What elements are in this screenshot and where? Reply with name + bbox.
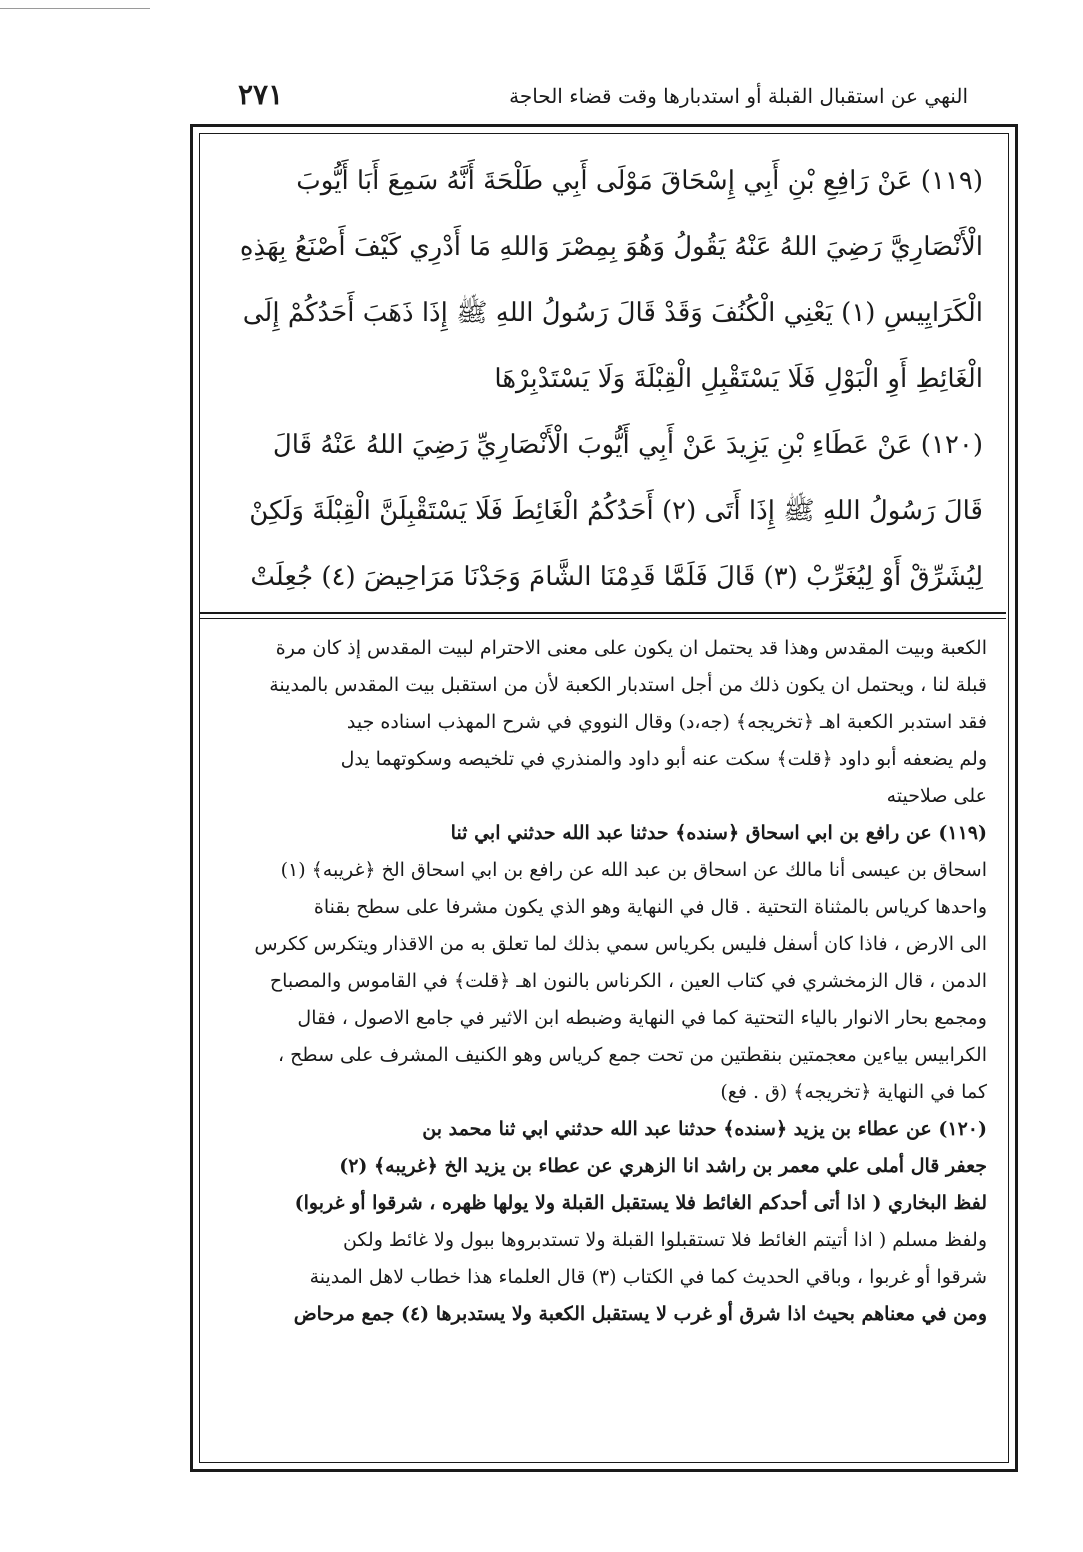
hadith-text: [208, 148, 983, 610]
commentary-line: ومن في معناهم بحيث اذا شرق أو غرب لا يستقبل الكعبة ولا يستدبرها (٤) جمع مرحاض: [293, 1303, 987, 1325]
commentary-line: واحدها كرياس بالمثناة التحتية . قال في النهاية وهو الذي يكون مشرفا على سطح بقناة: [313, 896, 987, 918]
commentary-line: ولفظ مسلم ( اذا أتيتم الغائط فلا تستقبلوا القبلة ولا تستدبروها ببول ولا غائط ولكن: [342, 1229, 987, 1251]
commentary-line: الكعبة وبيت المقدس وهذا قد يحتمل ان يكون على معنى الاحترام لبيت المقدس إذ كان مرة: [275, 637, 987, 659]
commentary-line: لفظ البخاري ( اذا أتى أحدكم الغائط فلا يستقبل القبلة ولا يولها ظهره ، شرقوا أو غربوا): [294, 1192, 987, 1214]
hadith-line: (١٢٠) عَنْ عَطَاءِ بْنِ يَزِيدَ عَنْ أَبِي أَيُّوبَ الْأَنْصَارِيِّ رَضِيَ اللهُ عَنْهُ قَالَ: [272, 430, 983, 460]
scan-mark: [0, 8, 150, 9]
page-header: [208, 78, 1008, 118]
hadith-line: لِيُشَرِّقْ أَوْ لِيُغَرِّبْ (٣) قَالَ فَلَمَّا قَدِمْنَا الشَّامَ وَجَدْنَا مَرَاحِيضَ (٤) جُعِلَتْ: [250, 562, 983, 592]
commentary-line: قبلة لنا ، ويحتمل ان يكون ذلك من أجل استدبار الكعبة لأن من استقبل بيت المقدس بالمدينة: [269, 674, 987, 696]
commentary-line: كما في النهاية ﴿تخريجه﴾ (ق . فع): [720, 1081, 987, 1103]
commentary-line: على صلاحيته: [886, 785, 987, 807]
hadith-line: قَالَ رَسُولُ اللهِ ﷺ إِذَا أَتَى (٢) أَحَدُكُمُ الْغَائِطَ فَلَا يَسْتَقْبِلَنَّ الْقِبْلَةَ وَلَكِنْ: [249, 496, 983, 526]
commentary-line: الدمن ، قال الزمخشري في كتاب العين ، الكرناس بالنون اهـ ﴿قلت﴾ في القاموس والمصباح: [269, 970, 987, 992]
hadith-line: الْأَنْصَارِيَّ رَضِيَ اللهُ عَنْهُ يَقُولُ وَهُوَ بِمِصْرَ وَاللهِ مَا أَدْرِي كَيْفَ أَصْنَعُ بِهَذِهِ: [239, 232, 983, 262]
commentary-text: [212, 630, 987, 1333]
running-title: النهي عن استقبال القبلة أو استدبارها وقت قضاء الحاجة: [509, 84, 968, 108]
commentary-line: ولم يضعفه أبو داود ﴿قلت﴾ سكت عنه أبو داود والمنذري في تلخيصه وسكوتهما يدل: [340, 748, 987, 770]
section-divider: [200, 612, 1006, 619]
commentary-line: الكرابيس بياءين معجمتين بنقطتين من تحت جمع كرياس وهو الكنيف المشرف على سطح ،: [278, 1044, 987, 1066]
commentary-line: جعفر قال أملى علي معمر بن راشد انا الزهري عن عطاء بن يزيد الخ ﴿غريبه﴾ (٢): [339, 1155, 987, 1177]
commentary-line: (١١٩) عن رافع بن ابي اسحاق ﴿سنده﴾ حدثنا عبد الله حدثني ابي ثنا: [450, 822, 987, 844]
commentary-line: شرقوا أو غربوا ، وباقي الحديث كما في الكتاب (٣) قال العلماء هذا خطاب لاهل المدينة: [309, 1266, 987, 1288]
commentary-line: فقد استدبر الكعبة اهـ ﴿تخريجه﴾ (جه،د) وقال النووي في شرح المهذب اسناده جيد: [346, 711, 987, 733]
page-number: ٢٧١: [238, 78, 284, 111]
hadith-line: الْكَرَايِيسِ (١) يَعْنِي الْكُنُفَ وَقَدْ قَالَ رَسُولُ اللهِ ﷺ إِذَا ذَهَبَ أَحَدُكُمْ إِلَى: [242, 298, 983, 328]
commentary-line: ومجمع بحار الانوار بالياء التحتية كما في النهاية وضبطه ابن الاثير في جامع الاصول ، فقال: [297, 1007, 987, 1029]
hadith-line: (١١٩) عَنْ رَافِعِ بْنِ أَبِي إِسْحَاقَ مَوْلَى أَبِي طَلْحَةَ أَنَّهُ سَمِعَ أَبَا أَيُّوبَ: [296, 166, 983, 196]
commentary-line: (١٢٠) عن عطاء بن يزيد ﴿سنده﴾ حدثنا عبد الله حدثني ابي ثنا محمد بن: [422, 1118, 987, 1140]
commentary-line: اسحاق بن عيسى أنا مالك عن اسحاق بن عبد الله عن رافع بن ابي اسحاق الخ ﴿غريبه﴾ (١): [280, 859, 987, 881]
hadith-line: الْغَائِطِ أَوِ الْبَوْلِ فَلَا يَسْتَقْبِلِ الْقِبْلَةَ وَلَا يَسْتَدْبِرْهَا: [494, 364, 983, 394]
commentary-line: الى الارض ، فاذا كان أسفل فليس بكرياس سمي بذلك لما تعلق به من الاقذار ويتكرس ككرس: [254, 933, 987, 955]
